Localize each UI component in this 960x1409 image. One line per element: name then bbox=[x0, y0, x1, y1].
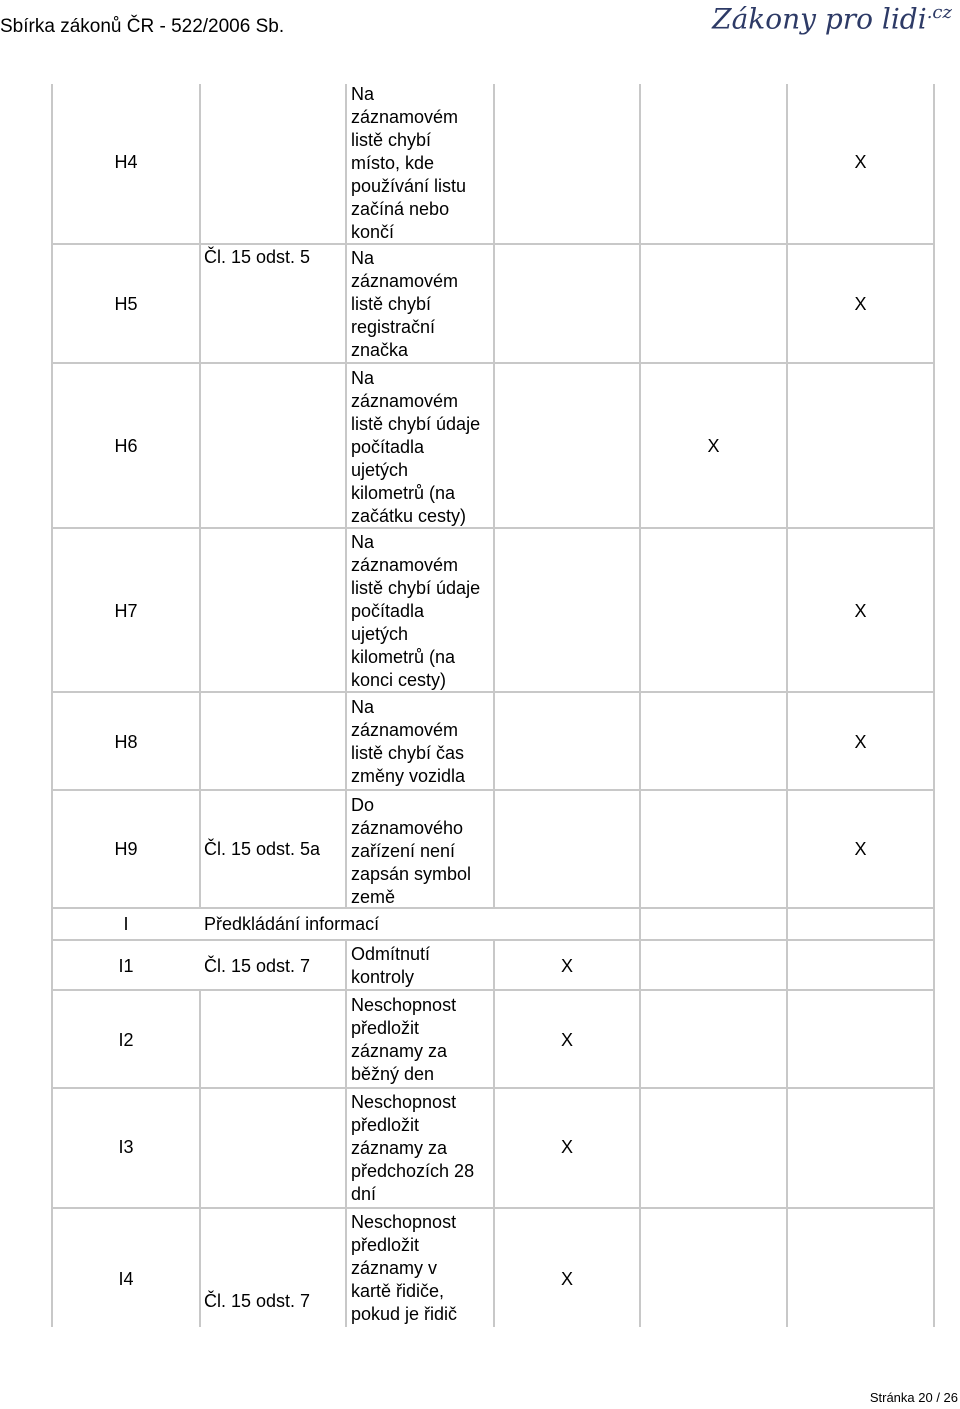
article-i4: Čl. 15 odst. 7 bbox=[204, 1291, 311, 1311]
desc-line: zapsán symbol bbox=[351, 864, 472, 884]
mark-x: X bbox=[854, 294, 867, 314]
row-code-i3: I3 bbox=[118, 1137, 134, 1157]
article-h9: Čl. 15 odst. 5a bbox=[204, 839, 321, 859]
desc-line: Na bbox=[351, 697, 375, 717]
desc-line: Do bbox=[351, 795, 375, 815]
desc-line: listě chybí čas bbox=[351, 743, 465, 763]
section-heading: Předkládání informací bbox=[204, 914, 380, 934]
row-code-h6: H6 bbox=[114, 436, 138, 456]
desc-line: počítadla bbox=[351, 601, 425, 621]
mark-x: X bbox=[854, 152, 867, 172]
desc-line: značka bbox=[351, 340, 409, 360]
row-code-i4: I4 bbox=[118, 1269, 134, 1289]
desc-line: začíná nebo bbox=[351, 199, 450, 219]
row-code-h9: H9 bbox=[114, 839, 138, 859]
desc-line: předložit bbox=[351, 1235, 420, 1255]
desc-line: ujetých bbox=[351, 624, 409, 644]
document-title: Sbírka zákonů ČR - 522/2006 Sb. bbox=[0, 16, 285, 37]
desc-line: Na bbox=[351, 532, 375, 552]
desc-line: Neschopnost bbox=[351, 1092, 457, 1112]
desc-line: změny vozidla bbox=[351, 766, 466, 786]
desc-line: používání listu bbox=[351, 176, 467, 196]
desc-line: Na bbox=[351, 248, 375, 268]
desc-line: záznamy v bbox=[351, 1258, 438, 1278]
desc-line: začátku cesty) bbox=[351, 506, 467, 526]
desc-line: registrační bbox=[351, 317, 436, 337]
desc-line: ujetých bbox=[351, 460, 409, 480]
desc-line: končí bbox=[351, 222, 395, 242]
desc-line: Neschopnost bbox=[351, 1212, 457, 1232]
desc-line: záznamového bbox=[351, 818, 464, 838]
mark-x: X bbox=[560, 956, 573, 976]
desc-line: záznamovém bbox=[351, 720, 459, 740]
desc-line: země bbox=[351, 887, 396, 907]
mark-x: X bbox=[707, 436, 720, 456]
desc-line: záznamovém bbox=[351, 555, 459, 575]
row-code-h7: H7 bbox=[114, 601, 138, 621]
row-code-h4: H4 bbox=[114, 152, 138, 172]
desc-line: předložit bbox=[351, 1018, 420, 1038]
desc-line: Na bbox=[351, 368, 375, 388]
desc-line: běžný den bbox=[351, 1064, 435, 1084]
desc-line: listě chybí bbox=[351, 294, 432, 314]
desc-line: dní bbox=[351, 1184, 377, 1204]
row-code-h8: H8 bbox=[114, 732, 138, 752]
desc-line: záznamovém bbox=[351, 107, 459, 127]
desc-line: záznamovém bbox=[351, 391, 459, 411]
desc-line: záznamy za bbox=[351, 1041, 448, 1061]
desc-line: Neschopnost bbox=[351, 995, 457, 1015]
brand-name: Zákony pro lidi bbox=[712, 2, 927, 36]
row-code-i1: I1 bbox=[118, 956, 134, 976]
page-number: Stránka 20 / 26 bbox=[869, 1390, 958, 1405]
desc-line: Na bbox=[351, 84, 375, 104]
desc-line: záznamovém bbox=[351, 271, 459, 291]
desc-line: předchozích 28 bbox=[351, 1161, 475, 1181]
desc-line: kartě řidiče, bbox=[351, 1281, 445, 1301]
desc-line: záznamy za bbox=[351, 1138, 448, 1158]
brand-domain: .cz bbox=[926, 2, 952, 23]
desc-line: kontroly bbox=[351, 967, 415, 987]
row-code-i: I bbox=[123, 914, 129, 934]
desc-line: konci cesty) bbox=[351, 670, 447, 690]
article-i1: Čl. 15 odst. 7 bbox=[204, 956, 311, 976]
desc-line: listě chybí údaje bbox=[351, 578, 481, 598]
row-code-i2: I2 bbox=[118, 1030, 134, 1050]
mark-x: X bbox=[560, 1269, 573, 1289]
desc-line: místo, kde bbox=[351, 153, 435, 173]
desc-line: Odmítnutí bbox=[351, 944, 431, 964]
article-merged-h: Čl. 15 odst. 5 bbox=[204, 247, 311, 267]
desc-line: předložit bbox=[351, 1115, 420, 1135]
row-code-h5: H5 bbox=[114, 294, 138, 314]
mark-x: X bbox=[560, 1137, 573, 1157]
desc-line: listě chybí údaje bbox=[351, 414, 481, 434]
desc-line: listě chybí bbox=[351, 130, 432, 150]
desc-line: kilometrů (na bbox=[351, 483, 456, 503]
desc-line: pokud je řidič bbox=[351, 1304, 458, 1324]
desc-line: kilometrů (na bbox=[351, 647, 456, 667]
desc-line: počítadla bbox=[351, 437, 425, 457]
mark-x: X bbox=[560, 1030, 573, 1050]
mark-x: X bbox=[854, 732, 867, 752]
mark-x: X bbox=[854, 601, 867, 621]
mark-x: X bbox=[854, 839, 867, 859]
desc-line: zařízení není bbox=[351, 841, 456, 861]
